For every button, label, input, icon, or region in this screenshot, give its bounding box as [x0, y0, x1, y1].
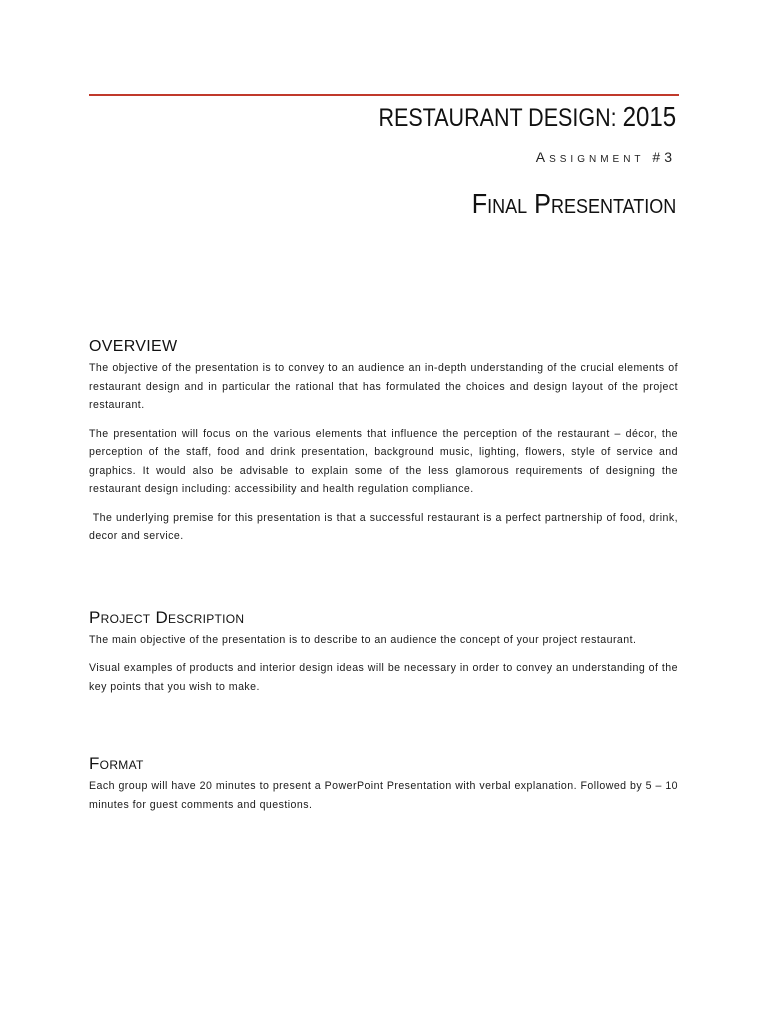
assignment-label: Assignment #3	[535, 149, 676, 165]
section-overview	[89, 338, 682, 546]
format-heading: Format	[89, 754, 144, 773]
presentation-title: Final Presentation	[471, 188, 676, 219]
overview-paragraph: The presentation will focus on the various elements that influence the perception of the restaurant – décor, the perception of the staff, food and drink presentation, background music, lighting, flowers, style of service and graphics. It would also be advisable to explain some of the less glamorous requirements of designing the restaurant design including: accessibility and health regulation compliance.	[89, 427, 678, 495]
section-format	[89, 754, 678, 814]
document-title	[378, 101, 676, 133]
overview-paragraph: The objective of the presentation is to convey to an audience an in-depth understanding of the crucial elements of restaurant design and in particular the rational that has formulated the choices and design layout of the project restaurant.	[89, 362, 678, 411]
format-paragraph: Each group will have 20 minutes to present a PowerPoint Presentation with verbal explanation. Followed by 5 – 10 minutes for guest comments and questions.	[89, 780, 678, 811]
project-paragraph: Visual examples of products and interior design ideas will be necessary in order to convey an understanding of the key points that you wish to make.	[89, 662, 678, 693]
document-title-text: RESTAURANT DESIGN:	[378, 104, 623, 132]
project-paragraph: The main objective of the presentation is to describe to an audience the concept of your project restaurant.	[89, 633, 637, 646]
overview-heading: OVERVIEW	[89, 338, 178, 355]
document-body	[89, 338, 682, 824]
header-rule	[89, 94, 679, 96]
document-year: 2015	[622, 101, 676, 132]
section-project-description	[89, 608, 678, 697]
overview-paragraph: The underlying premise for this presentation is that a successful restaurant is a perfect partnership of food, drink, decor and service.	[89, 511, 682, 542]
project-description-heading: Project Description	[89, 607, 245, 627]
